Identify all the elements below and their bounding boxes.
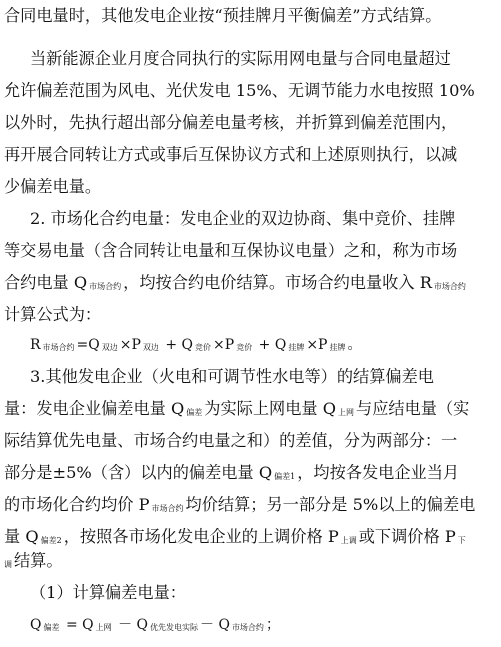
text-line: 再开展合同转让方式或事后互保协议方式和上述原则执行，以减 [4, 145, 458, 164]
formula-symbol: = Q [65, 617, 94, 633]
text-line [4, 550, 63, 576]
subscript: 调 [4, 560, 12, 569]
formula-symbol: ×P [306, 337, 328, 353]
formula-line [30, 614, 280, 639]
subscript: 挂牌 [329, 343, 346, 352]
text-run: 量 Q [4, 527, 39, 546]
text-run: ，均按合约电价结算。市场合约电量收入 R [123, 273, 432, 292]
formula-symbol: － Q [200, 617, 230, 633]
text-run: ，按照各市场化发电企业的上调价格 P [63, 527, 339, 546]
text-run: 部分是±5%（含）以内的偏差电量 Q [4, 463, 273, 482]
formula-symbol: Q [30, 617, 42, 633]
formula-symbol: + Q [165, 337, 194, 353]
formula-symbol: ； [265, 617, 280, 633]
subscript: 偏差1 [274, 472, 296, 481]
formula-symbol: ×P [119, 337, 141, 353]
text-line [4, 494, 475, 520]
text-run: 的市场化合约均价 P [4, 495, 150, 514]
subscript: 竞价 [195, 343, 212, 352]
subscript: 市场合约 [89, 282, 122, 291]
subscript: 偏差2 [40, 536, 62, 545]
text-line: 少偏差电量。 [4, 177, 102, 196]
formula-symbol: － Q [118, 617, 148, 633]
subscript: 偏差 [43, 623, 60, 632]
text-run: 合约电量 Q [4, 273, 88, 292]
text-run: 与应结电量（实 [356, 399, 470, 418]
text-line [4, 462, 459, 488]
text-run: 均价结算；另一部分是 5%以上的偏差电 [185, 495, 476, 514]
subscript: 双边 [142, 343, 159, 352]
text-line [4, 272, 468, 298]
subscript: 市场合约 [151, 504, 184, 513]
text-line: 计算公式为： [4, 305, 102, 324]
subscript: 下 [457, 536, 466, 545]
formula-symbol: ×P [213, 337, 235, 353]
text-run: 量：发电企业偏差电量 Q [4, 399, 185, 418]
subscript: 挂牌 [288, 343, 305, 352]
text-line: 2. 市场化合约电量：发电企业的双边协商、集中竞价、挂牌 [30, 209, 456, 228]
text-line: 当新能源企业月度合同执行的实际用网电量与合同电量超过 [30, 49, 451, 68]
subscript: 优先发电实际 [150, 623, 198, 632]
formula-line [30, 334, 361, 359]
formula-symbol: R [30, 337, 41, 353]
subscript: 偏差 [186, 408, 203, 417]
text-line: 等交易电量（含合同转让电量和互保协议电量）之和，称为市场 [4, 241, 458, 260]
subscript: 市场合约 [231, 623, 264, 632]
text-line: 允许偏差范围为风电、光伏发电 15%、无调节能力水电按照 10% [4, 81, 475, 100]
formula-symbol: + Q [258, 337, 287, 353]
text-line: 以外时，先执行超出部分偏差电量考核，并折算到偏差范围内， [4, 113, 458, 132]
text-line: 合同电量时，其他发电企业按“预挂牌月平衡偏差”方式结算。 [4, 6, 442, 25]
subscript: 上调 [340, 536, 357, 545]
text-line: 3.其他发电企业（火电和可调节性水电等）的结算偏差电 [30, 367, 434, 386]
text-run: ，均按各发电企业当月 [297, 463, 460, 482]
text-run: 为实际上网电量 Q [204, 399, 337, 418]
subscript: 市场合约 [433, 282, 466, 291]
text-line [4, 398, 469, 424]
text-line: 际结算优先电量、市场合约电量之和）的差值，分为两部分：一 [4, 431, 458, 450]
text-run: 结算。 [14, 551, 63, 570]
formula-symbol: =Q [76, 337, 100, 353]
text-run: 或下调价格 P [358, 527, 456, 546]
text-line [4, 526, 468, 552]
text-line: （1）计算偏差电量： [30, 583, 186, 602]
subscript: 市场合约 [42, 343, 75, 352]
subscript: 上网 [95, 623, 112, 632]
subscript: 竞价 [236, 343, 253, 352]
subscript: 双边 [101, 343, 118, 352]
formula-symbol: 。 [347, 337, 362, 353]
subscript: 上网 [338, 408, 355, 417]
